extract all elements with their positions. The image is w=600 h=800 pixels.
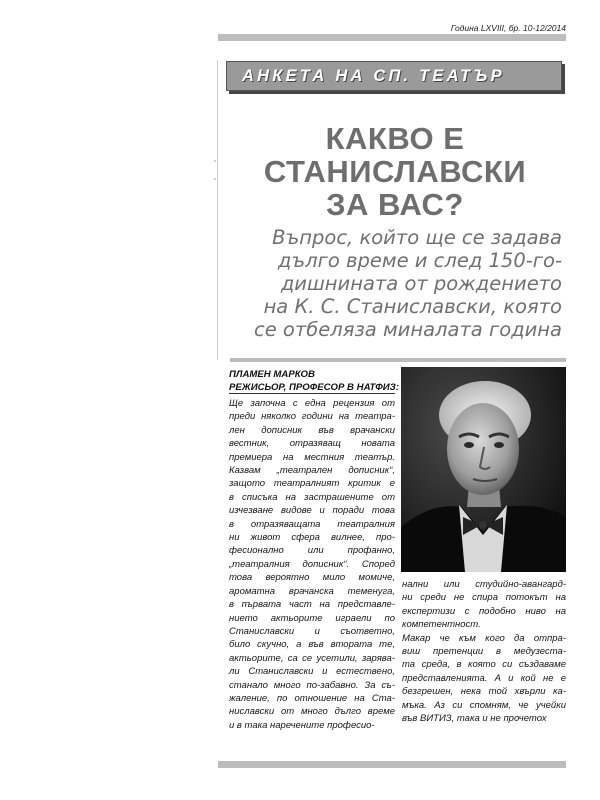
subtitle-line: дишнината от рождението <box>280 272 562 295</box>
body-text-line: „театралния дописник“. Според <box>229 558 395 570</box>
body-text-line: в списъка на застрашените от <box>229 491 395 503</box>
body-text-line: изчезване видове и поради това <box>229 505 395 517</box>
subtitle-line: дълго време и след 150-го- <box>277 249 562 272</box>
body-text-line: компетентност. <box>402 619 481 631</box>
body-text-line: ни среди не спира потокът на <box>402 592 566 604</box>
body-right-column <box>402 578 566 725</box>
author-title: РЕЖИСЬОР, ПРОФЕСОР В НАТФИЗ: <box>229 382 400 393</box>
body-text-line: безгрешен, нека той хвърли ка- <box>402 686 566 698</box>
author-name: ПЛАМЕН МАРКОВ <box>229 369 315 380</box>
bottom-rule <box>218 761 566 768</box>
body-text-line: представленията. А и кой не е <box>402 672 566 684</box>
body-text-line: жаление, по отношение на Ста- <box>229 692 395 704</box>
subtitle-line: на К. С. Станиславски, която <box>263 295 562 318</box>
body-text-line: Станиславски и съответно, <box>229 625 395 637</box>
body-text-line: ниславски от много дълго време <box>229 706 395 718</box>
margin-dot <box>214 178 216 180</box>
body-text-line: експертизи с подобно ниво на <box>402 605 566 617</box>
body-text-line: фесионално или профанно, <box>229 545 395 557</box>
body-text-line: лен дописник във врачански <box>229 424 395 436</box>
subtitle-line: се отбеляза миналата година <box>254 318 562 341</box>
body-text-line: ни живот сфера вилнее, про- <box>229 532 395 544</box>
body-text-line: това вероятно мило момиче, <box>229 572 395 584</box>
body-text-line: станало много по-забавно. За съ- <box>229 679 395 691</box>
headline <box>236 122 554 221</box>
headline-line: ЗА ВАС? <box>326 187 464 222</box>
portrait-photo-icon <box>401 367 566 572</box>
top-rule <box>218 34 566 41</box>
body-text-line: ли Станиславски и естествено, <box>229 666 395 678</box>
author-block <box>229 368 400 394</box>
body-text-line: премиера на местния театър. <box>229 451 395 463</box>
body-text-line: в първата част на представле- <box>229 599 395 611</box>
body-left-column <box>229 397 395 732</box>
body-text-line: вестник, отразяващ новата <box>229 438 395 450</box>
body-text-line: ароматна врачанска теменуга, <box>229 585 395 597</box>
body-text-line: в отразяващата театралния <box>229 518 395 530</box>
body-text-line: виш претенции в медузеста- <box>402 646 566 658</box>
issue-info: Година LXVIII, бр. 10-12/2014 <box>450 23 566 33</box>
body-text-line: било скучно, а във втората те, <box>229 639 395 651</box>
body-text-line: преди няколко години на театра- <box>229 411 395 423</box>
subtitle <box>232 226 562 341</box>
section-banner: АНКЕТА НА СП. ТЕАТЪР <box>226 61 562 91</box>
body-text-line: във ВИТИЗ, така и не прочетох <box>402 713 547 725</box>
margin-dot <box>214 160 216 162</box>
portrait-photo <box>401 367 566 572</box>
body-text-line: нието актьорите играели по <box>229 612 395 624</box>
headline-line: КАКВО Е <box>325 121 465 156</box>
body-text-line: Казвам „театрален дописник“, <box>229 465 395 477</box>
margin-line <box>217 60 218 360</box>
headline-line: СТАНИСЛАВСКИ <box>263 154 527 189</box>
body-text-line: та среда, в която си създаваме <box>402 659 566 671</box>
article-rule <box>230 358 566 362</box>
body-text-line: и в така наречените професио- <box>229 719 375 731</box>
subtitle-line: Въпрос, който ще се задава <box>272 226 562 249</box>
body-text-line: нални или студийно-авангард- <box>402 579 566 590</box>
body-text-line: актьорите, са се усетили, зарява- <box>229 652 395 664</box>
author-underline <box>229 393 395 394</box>
body-text-line: мъка. Аз си спомням, че учейки <box>402 699 566 711</box>
body-text-line: Макар че към кого да отпра- <box>402 632 566 644</box>
body-text-line: Ще започна с една рецензия от <box>229 398 395 409</box>
body-text-line: защото театралният критик е <box>229 478 395 490</box>
